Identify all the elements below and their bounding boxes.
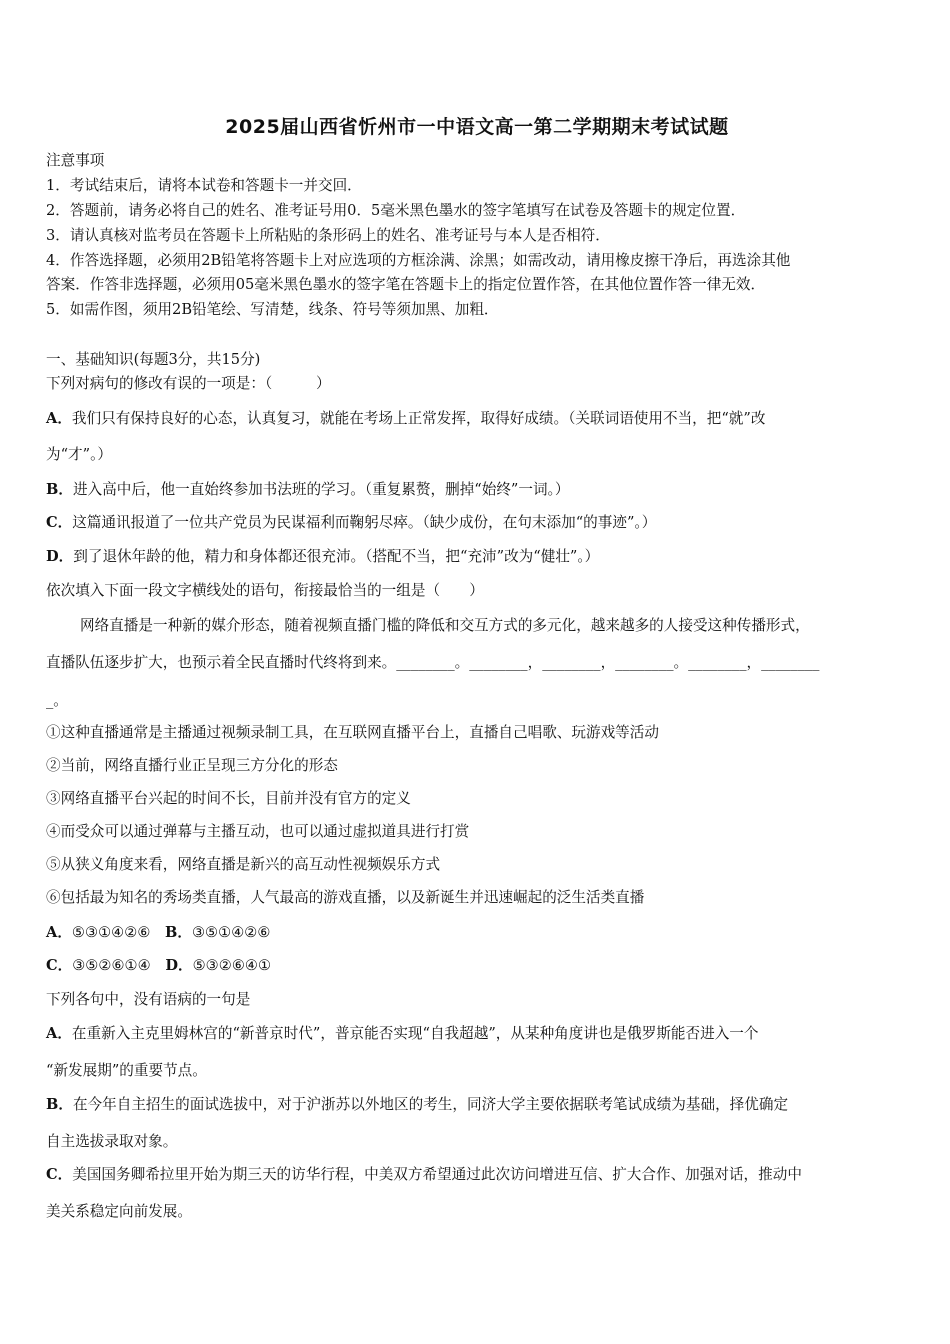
question-option: [46, 1164, 802, 1186]
sentence-item: ⑥包括最为知名的秀场类直播，人气最高的游戏直播，以及新诞生并迅速崛起的泛生活类直播: [46, 889, 645, 906]
choice-row: [46, 922, 270, 944]
sentence-item: ②当前，网络直播行业正呈现三方分化的形态: [46, 757, 338, 774]
option-label: A．: [46, 410, 72, 427]
option-label: C．: [46, 1166, 73, 1183]
question-stem: 下列各句中，没有语病的一句是: [46, 991, 251, 1008]
sentence-item: ①这种直播通常是主播通过视频录制工具，在互联网直播平台上，直播自己唱歌、玩游戏等活动: [46, 724, 659, 741]
question-stem: 下列对病句的修改有误的一项是：（ ）: [46, 375, 331, 392]
option-text: 到了退休年龄的他，精力和身体都还很充沛。（搭配不当，把“充沛”改为“健壮”。）: [73, 548, 600, 565]
option-label: B．: [46, 1096, 73, 1113]
question-option: [46, 479, 569, 501]
option-text: 在今年自主招生的面试选拔中，对于沪浙苏以外地区的考生，同济大学主要依据联考笔试成绩为基础，择优确定: [72, 1096, 789, 1113]
notice-item: 2．答题前，请务必将自己的姓名、准考证号用0．5毫米黑色墨水的签字笔填写在试卷及答题卡的规定位置．: [46, 202, 746, 219]
notice-item: 1．考试结束后，请将本试卷和答题卡一并交回．: [46, 177, 362, 194]
question-option: [46, 512, 656, 534]
question-option: [46, 1094, 788, 1116]
choice-label: C．: [46, 957, 73, 974]
notice-heading: 注意事项: [46, 152, 105, 169]
choice-label: A．: [46, 924, 72, 941]
question-option: [46, 1023, 759, 1045]
notice-item: 5．如需作图，须用2B铅笔绘、写清楚，线条、符号等须加黑、加粗．: [46, 301, 499, 318]
question-stem: 依次填入下面一段文字横线处的语句，衔接最恰当的一组是（ ）: [46, 582, 484, 599]
sentence-item: ⑤从狭义角度来看，网络直播是新兴的高互动性视频娱乐方式: [46, 856, 441, 873]
option-text: 美国国务卿希拉里开始为期三天的访华行程，中美双方希望通过此次访问增进互信、扩大合作、加强对话，推动中: [72, 1166, 802, 1183]
notice-item: 3．请认真核对监考员在答题卡上所粘贴的条形码上的姓名、准考证号与本人是否相符．: [46, 227, 610, 244]
choice-text: ③⑤①④②⑥: [191, 924, 271, 941]
passage-text: 直播队伍逐步扩大，也预示着全民直播时代终将到来。________。________，________，________。________，________: [46, 654, 820, 671]
option-label: B．: [46, 481, 73, 498]
notice-item: 答案．作答非选择题，必须用05毫米黑色墨水的签字笔在答题卡上的指定位置作答，在其他位置作答一律无效．: [46, 276, 766, 293]
passage-text: 网络直播是一种新的媒介形态，随着视频直播门槛的降低和交互方式的多元化，越来越多的人接受这种传播形式，: [80, 617, 810, 634]
choice-row: [46, 955, 271, 977]
option-label: C．: [46, 514, 73, 531]
option-text-continued: 美关系稳定向前发展。: [46, 1203, 192, 1220]
passage-text: _。: [46, 692, 68, 709]
option-text-continued: 自主选拔录取对象。: [46, 1133, 178, 1150]
option-text: 我们只有保持良好的心态，认真复习，就能在考场上正常发挥，取得好成绩。（关联词语使用不当，把“就”改: [71, 410, 766, 427]
choice-text: ⑤③②⑥④①: [192, 957, 272, 974]
sentence-item: ④而受众可以通过弹幕与主播互动，也可以通过虚拟道具进行打赏: [46, 823, 470, 840]
sentence-item: ③网络直播平台兴起的时间不长，目前并没有官方的定义: [46, 790, 411, 807]
choice-text: ⑤③①④②⑥: [71, 924, 151, 941]
question-option: [46, 408, 765, 430]
notice-item: 4．作答选择题，必须用2B铅笔将答题卡上对应选项的方框涂满、涂黑；如需改动，请用橡皮擦干净后，再选涂其他: [46, 252, 791, 269]
option-text-continued: “新发展期”的重要节点。: [46, 1062, 207, 1079]
option-text: 这篇通讯报道了一位共产党员为民谋福利而鞠躬尽瘁。（缺少成份，在句末添加“的事迹”。）: [72, 514, 657, 531]
option-text: 进入高中后，他一直始终参加书法班的学习。（重复累赘，删掉“始终”一词。）: [72, 481, 570, 498]
section-heading: 一、基础知识(每题3分，共15分): [46, 351, 261, 368]
page-title: 2025届山西省忻州市一中语文高一第二学期期末考试试题: [225, 116, 729, 138]
option-text-continued: 为“才”。）: [46, 446, 112, 463]
option-label: A．: [46, 1025, 72, 1042]
choice-label: B．: [165, 924, 192, 941]
question-option: [46, 546, 599, 568]
choice-text: ③⑤②⑥①④: [72, 957, 151, 974]
option-label: D．: [46, 548, 74, 565]
option-text: 在重新入主克里姆林宫的“新普京时代”，普京能否实现“自我超越”，从某种角度讲也是俄罗斯能否进入一个: [71, 1025, 759, 1042]
choice-label: D．: [165, 957, 193, 974]
